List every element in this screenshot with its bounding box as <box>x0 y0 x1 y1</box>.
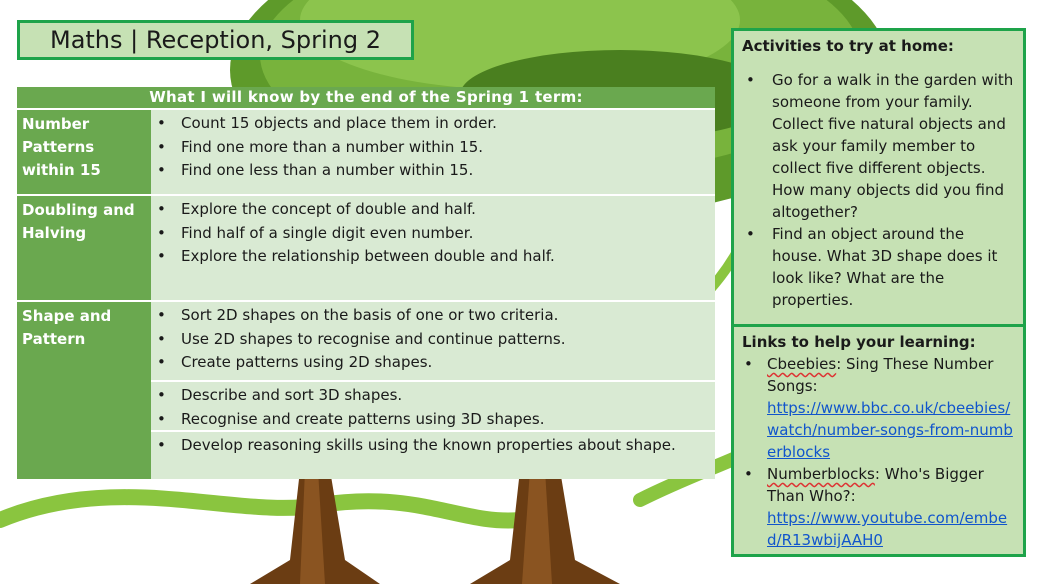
list-item: • Find an object around the house. What 3D shape does it look like? What are the properties. <box>742 223 1015 311</box>
knowledge-table-header: What I will know by the end of the Spring 1 term: <box>17 87 715 108</box>
list-item: • Go for a walk in the garden with someone from your family. Collect five natural objects and ask your family member to collect five different objects. How many objects did you find altogether? <box>742 69 1015 223</box>
table-row <box>17 108 715 194</box>
objectives-block <box>151 110 715 194</box>
list-item: • Find half of a single digit even number. <box>155 222 715 246</box>
list-item: • Sort 2D shapes on the basis of one or two criteria. <box>155 304 715 328</box>
objectives-block <box>151 430 715 479</box>
list-item: • Count 15 objects and place them in order. <box>155 112 715 136</box>
link-description: : Who's Bigger Than Who?: <box>767 465 984 505</box>
link-source-name: Numberblocks <box>767 465 875 483</box>
cbeebies-link[interactable]: https://www.bbc.co.uk/cbeebies/watch/number-songs-from-numberblocks <box>767 399 1013 461</box>
objectives-block <box>151 302 715 380</box>
list-item: • Describe and sort 3D shapes. <box>155 384 715 408</box>
list-item: • Find one less than a number within 15. <box>155 159 715 183</box>
list-item <box>742 463 1015 551</box>
topic-shape-pattern: Shape and Pattern <box>17 302 151 479</box>
list-item <box>742 353 1015 463</box>
knowledge-table <box>17 87 715 477</box>
topic-number-patterns: Number Patterns within 15 <box>17 110 151 194</box>
list-item: • Explore the relationship between double and half. <box>155 245 715 269</box>
list-item: • Find one more than a number within 15. <box>155 136 715 160</box>
list-item: • Use 2D shapes to recognise and continue patterns. <box>155 328 715 352</box>
list-item: • Recognise and create patterns using 3D shapes. <box>155 408 715 432</box>
table-row <box>17 300 715 479</box>
activities-panel <box>731 28 1026 327</box>
list-item: • Develop reasoning skills using the known properties about shape. <box>155 434 715 458</box>
objectives-block <box>151 380 715 430</box>
objectives-block <box>151 196 715 300</box>
links-panel <box>731 324 1026 557</box>
link-description: : Sing These Number Songs: <box>767 355 994 395</box>
activities-title: Activities to try at home: <box>742 37 954 55</box>
page-title: Maths | Reception, Spring 2 <box>17 20 414 60</box>
list-item: • Create patterns using 2D shapes. <box>155 351 715 375</box>
link-source-name: Cbeebies <box>767 355 837 373</box>
youtube-link[interactable]: https://www.youtube.com/embed/R13wbijAAH0 <box>767 509 1008 549</box>
list-item: • Explore the concept of double and half. <box>155 198 715 222</box>
table-row <box>17 194 715 300</box>
topic-doubling-halving: Doubling and Halving <box>17 196 151 300</box>
links-title: Links to help your learning: <box>742 333 976 351</box>
